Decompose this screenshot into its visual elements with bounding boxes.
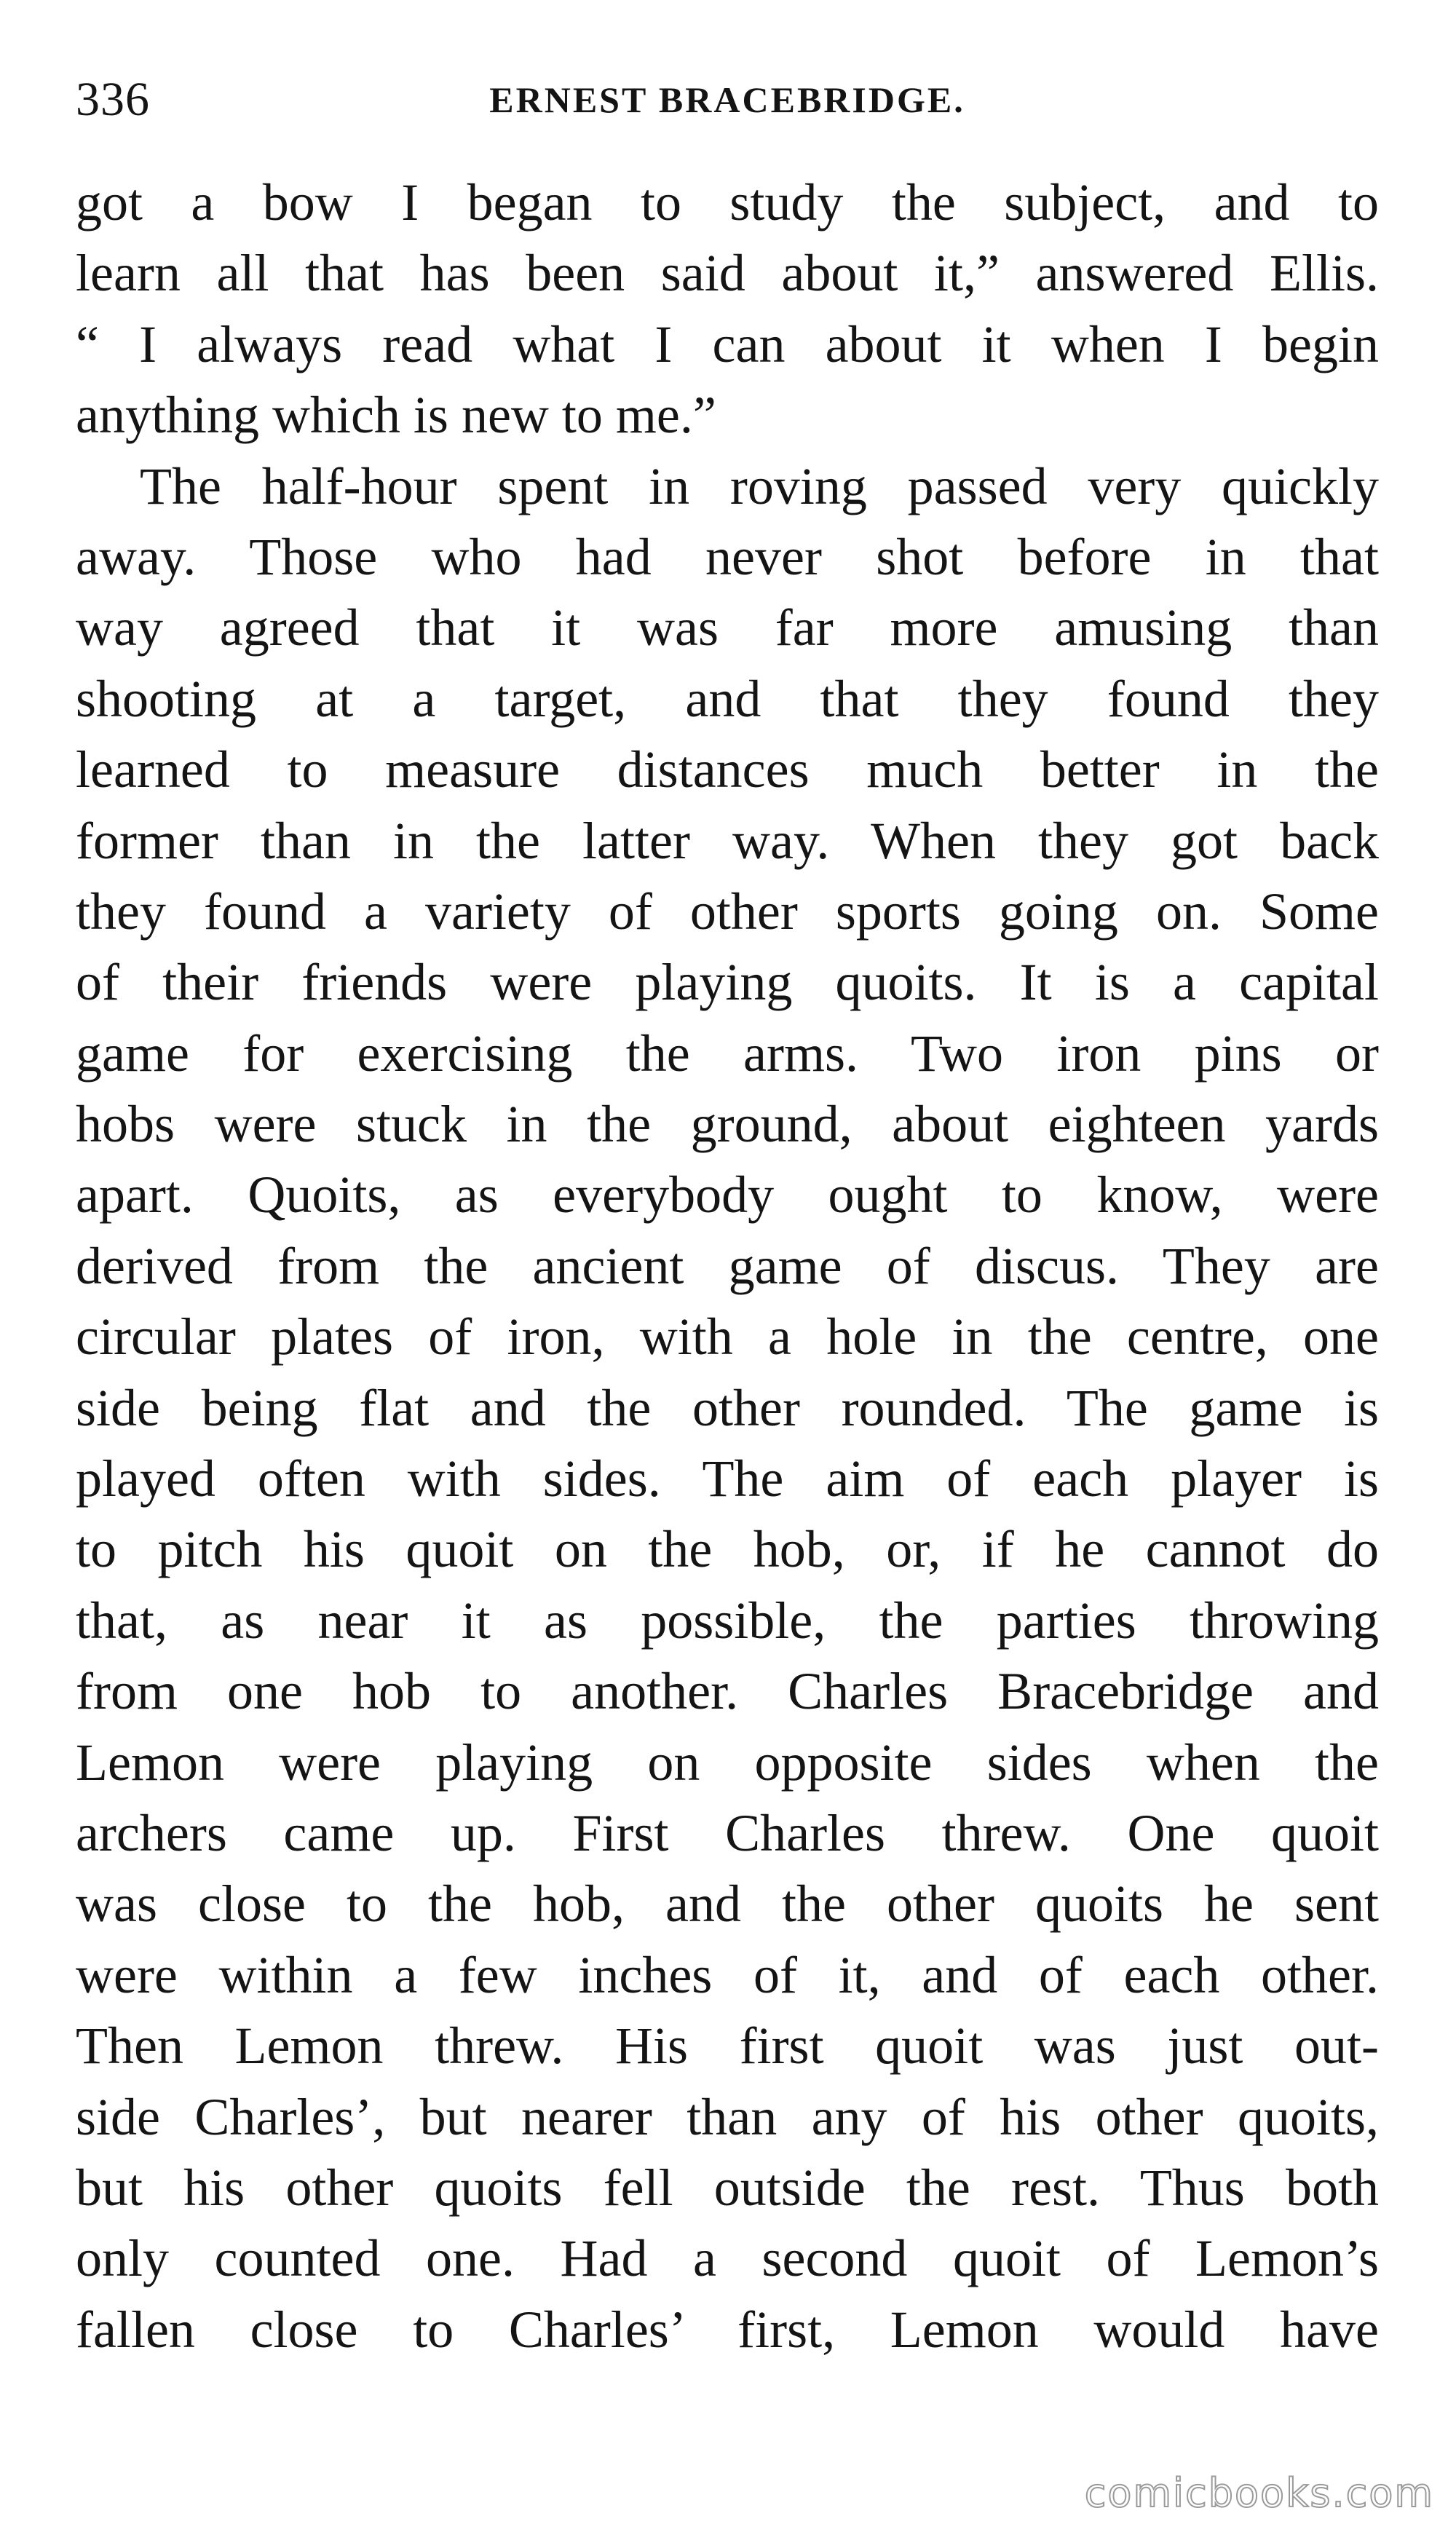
text-line: they found a variety of other sports going on. Some xyxy=(76,882,1379,941)
text-line: side being flat and the other rounded. The game is xyxy=(76,1378,1379,1437)
text-line: anything which is new to me.” xyxy=(76,386,716,445)
body-text xyxy=(76,167,1379,2365)
text-line: side Charles’, but nearer than any of his other quoits, xyxy=(76,2087,1379,2146)
watermark: comicbooks.com xyxy=(1084,2470,1434,2516)
text-line: learned to measure distances much better in the xyxy=(76,740,1379,799)
text-line: were within a few inches of it, and of each other. xyxy=(76,1945,1379,2004)
text-line: game for exercising the arms. Two iron pins or xyxy=(76,1024,1379,1083)
text-line: learn all that has been said about it,” answered Ellis. xyxy=(76,244,1379,303)
text-line: derived from the ancient game of discus. They are xyxy=(76,1236,1379,1295)
text-line: apart. Quoits, as everybody ought to know, were xyxy=(76,1166,1379,1225)
text-line: was close to the hob, and the other quoits he sent xyxy=(76,1875,1379,1934)
text-line: fallen close to Charles’ first, Lemon would have xyxy=(76,2300,1379,2359)
running-head xyxy=(76,67,1379,132)
text-line: hobs were stuck in the ground, about eighteen yards xyxy=(76,1095,1379,1154)
text-line: “ I always read what I can about it when I begin xyxy=(76,314,1379,373)
text-line: The half-hour spent in roving passed very quickly xyxy=(140,456,1379,515)
text-line: away. Those who had never shot before in that xyxy=(76,527,1379,586)
text-line: former than in the latter way. When they got back xyxy=(76,811,1379,870)
text-line: archers came up. First Charles threw. One quoit xyxy=(76,1803,1379,1862)
text-line: to pitch his quoit on the hob, or, if he cannot do xyxy=(76,1520,1379,1579)
text-line: only counted one. Had a second quoit of Lemon’s xyxy=(76,2229,1379,2288)
page-number: 336 xyxy=(76,73,150,126)
text-line: got a bow I began to study the subject, and to xyxy=(76,173,1379,232)
running-title: ERNEST BRACEBRIDGE. xyxy=(489,79,965,120)
text-line: that, as near it as possible, the parties throwing xyxy=(76,1591,1379,1650)
text-line: way agreed that it was far more amusing than xyxy=(76,598,1379,657)
text-line: shooting at a target, and that they found they xyxy=(76,669,1379,728)
text-line: of their friends were playing quoits. It is a capital xyxy=(76,953,1379,1012)
text-line: but his other quoits fell outside the rest. Thus both xyxy=(76,2158,1379,2217)
text-line: Lemon were playing on opposite sides when the xyxy=(76,1733,1379,1792)
text-line: Then Lemon threw. His first quoit was just out- xyxy=(76,2017,1379,2076)
text-line: played often with sides. The aim of each player is xyxy=(76,1449,1379,1508)
text-line: from one hob to another. Charles Bracebridge and xyxy=(76,1662,1379,1721)
text-line: circular plates of iron, with a hole in the centre, one xyxy=(76,1307,1379,1366)
